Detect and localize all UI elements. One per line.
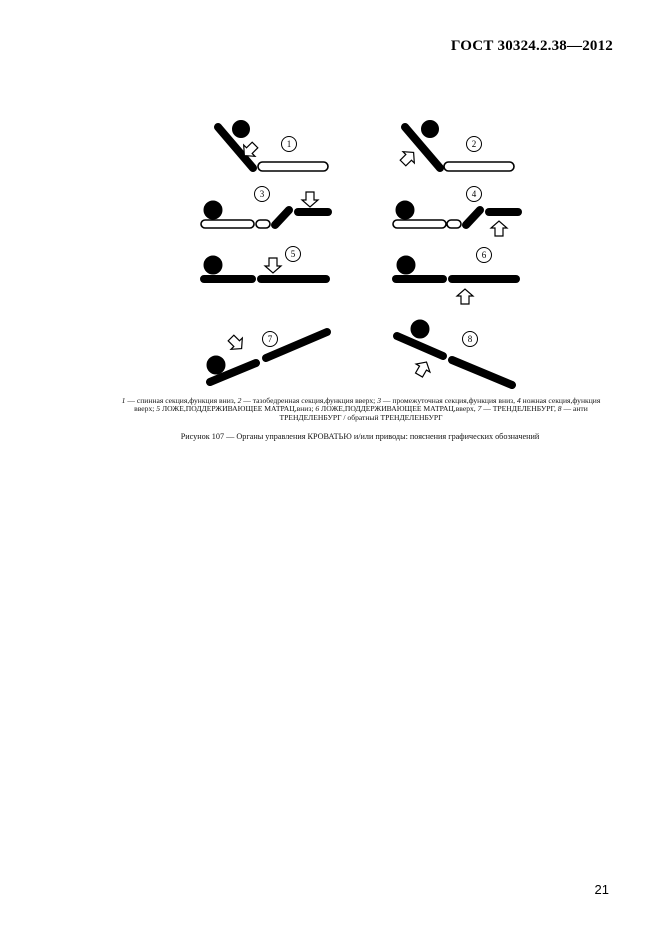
svg-text:3: 3	[259, 189, 265, 199]
head-symbol	[422, 121, 439, 138]
panel-8-reverse-trendelenburg	[397, 320, 512, 385]
svg-text:5: 5	[290, 249, 296, 259]
legend-key-7: 7	[477, 404, 482, 414]
legend-text-5: ЛОЖЕ,ПОДДЕРЖИВАЮЩЕЕ МАТРАЦ,вниз;	[160, 404, 316, 414]
arrow-icon	[457, 289, 473, 304]
svg-text:8: 8	[467, 334, 473, 344]
legend-text-4: ножная секция,функция вверх;	[134, 396, 601, 414]
head-symbol	[207, 356, 225, 374]
panel-number-3	[255, 187, 270, 202]
svg-text:1: 1	[286, 139, 292, 149]
standard-header: ГОСТ 30324.2.38—2012	[450, 38, 613, 54]
thigh-section	[466, 210, 480, 225]
svg-text:7: 7	[267, 334, 273, 344]
head-symbol	[233, 121, 250, 138]
bed-section-outline	[258, 162, 328, 171]
panel-2-thigh-section-up	[397, 121, 514, 172]
panel-1-back-section-down	[218, 121, 328, 172]
bed-section-outline	[444, 162, 514, 171]
page-number: 21	[594, 882, 609, 897]
figure-legend	[118, 397, 604, 422]
head-symbol	[397, 256, 415, 274]
panel-number-6	[477, 248, 492, 263]
panel-6-platform-up	[396, 256, 516, 304]
legend-key-2: 2	[237, 396, 242, 405]
head-symbol	[396, 201, 414, 219]
legend-key-1: 1	[121, 396, 126, 405]
panel-number-5	[286, 247, 301, 262]
svg-text:6: 6	[481, 250, 487, 260]
legend-key-5: 5	[156, 404, 161, 414]
figure-caption: Рисунок 107 — Органы управления КРОВАТЬЮ и/или приводы: пояснения графических обозначений	[180, 432, 540, 441]
intermediate-section-outline	[447, 220, 461, 228]
head-symbol	[411, 320, 429, 338]
panel-number-4	[467, 187, 482, 202]
legend-text-8: — анти ТРЕНДЕЛЕНБУРГ / обратный ТРЕНДЕЛЕНБУРГ	[279, 404, 588, 422]
arrow-icon	[225, 332, 247, 354]
arrow-icon	[491, 221, 507, 236]
panel-5-platform-down	[204, 256, 326, 279]
arrow-icon	[397, 147, 419, 169]
legend-text-6: ЛОЖЕ,ПОДДЕРЖИВАЮЩЕЕ МАТРАЦ,вверх,	[319, 404, 478, 414]
legend-text-7: — ТРЕНДЕЛЕНБУРГ,	[481, 404, 558, 414]
panel-number-8	[463, 332, 478, 347]
bed-controls-figure	[0, 0, 661, 420]
legend-text-3: — промежуточная секция,функция вниз,	[381, 396, 517, 405]
legend-text-2: — тазобедренная секция,функция вверх;	[241, 396, 378, 405]
legend-key-3: 3	[377, 396, 381, 405]
leg-section	[452, 360, 512, 385]
panel-number-7	[263, 332, 278, 347]
back-section-outline	[201, 220, 254, 228]
legend-key-6: 6	[315, 404, 320, 414]
panel-number-1	[282, 137, 297, 152]
panel-4-foot-section-up	[393, 201, 518, 236]
svg-text:4: 4	[471, 189, 477, 199]
panel-number-2	[467, 137, 482, 152]
head-symbol	[204, 256, 222, 274]
thigh-section	[275, 210, 289, 225]
svg-text:2: 2	[471, 139, 477, 149]
arrow-icon	[412, 358, 433, 379]
intermediate-section-outline	[256, 220, 270, 228]
arrow-icon	[265, 258, 281, 273]
legend-text-1: — спинная секция,функция вниз,	[125, 396, 238, 405]
legend-key-8: 8	[557, 404, 562, 414]
head-symbol	[204, 201, 222, 219]
legend-key-4: 4	[516, 396, 521, 405]
back-section-outline	[393, 220, 446, 228]
back-section	[397, 336, 443, 356]
arrow-icon	[302, 192, 318, 207]
